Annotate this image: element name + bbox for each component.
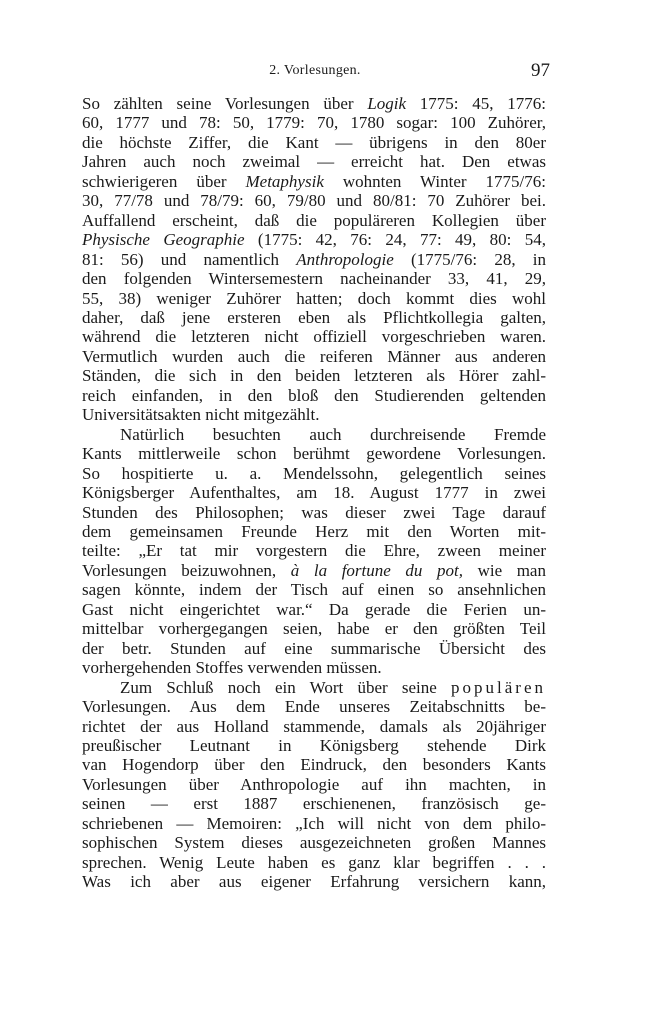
text-segment: schwierigeren über — [82, 171, 246, 191]
text-segment: Jahren auch noch zweimal — erreicht hat. Den etwas — [82, 152, 546, 172]
text-segment: 30, 77/78 und 78/79: 60, 79/80 und 80/81: 70 Zuhörer bei. — [82, 191, 546, 211]
body-text — [82, 94, 546, 892]
text-segment: (1775: 42, 76: 24, 77: 49, 80: 54, — [244, 230, 546, 250]
text-segment: Königsberger Aufenthaltes, am 18. August 1777 in zwei — [82, 483, 546, 503]
text-line — [82, 327, 546, 346]
text-line — [82, 425, 546, 444]
text-segment: sophischen System dieses ausgezeichneten großen Mannes — [82, 833, 546, 853]
text-line — [82, 366, 546, 385]
text-line — [82, 386, 546, 405]
italic-text-segment: Physische Geographie — [82, 230, 245, 250]
text-line — [82, 580, 546, 599]
text-segment: (1775/76: 28, in — [393, 249, 546, 269]
text-segment: Vermutlich wurden auch die reiferen Männer aus anderen — [82, 346, 546, 366]
text-segment: van Hogendorp über den Eindruck, den besonders Kants — [82, 755, 546, 775]
text-segment: daher, daß jene ersteren eben als Pflichtkollegia galten, — [82, 307, 546, 327]
text-segment: Vorlesungen. Aus dem Ende unseres Zeitabschnitts be- — [82, 697, 546, 717]
text-line — [82, 211, 546, 230]
text-line — [82, 269, 546, 288]
text-segment: den folgenden Wintersemestern nacheinander 33, 41, 29, — [82, 269, 546, 289]
text-segment: Auffallend erscheint, daß die populäreren Kollegien über — [82, 210, 546, 230]
text-line — [82, 541, 546, 560]
text-segment: sagen könnte, indem der Tisch auf einen so ansehnlichen — [82, 580, 546, 600]
text-segment: sprechen. Wenig Leute haben es ganz klar begriffen . . . — [82, 852, 546, 872]
text-line — [82, 405, 546, 424]
text-line — [82, 483, 546, 502]
text-segment: die höchste Ziffer, die Kant — übrigens in den 80er — [82, 132, 546, 152]
text-line — [82, 464, 546, 483]
text-line — [82, 658, 546, 677]
text-line — [82, 697, 546, 716]
text-segment: Zum Schluß noch ein Wort über seine — [120, 677, 452, 697]
text-line — [82, 289, 546, 308]
text-line — [82, 794, 546, 813]
text-line — [82, 133, 546, 152]
text-segment: Vorlesungen beizuwohnen, — [82, 560, 291, 580]
italic-text-segment: Metaphysik — [245, 171, 324, 191]
text-segment: 55, 38) weniger Zuhörer hatten; doch kommt dies wohl — [82, 288, 546, 308]
text-segment: mittelbar vorhergegangen seien, habe er den größten Teil — [82, 619, 546, 639]
text-line — [82, 600, 546, 619]
text-segment: Natürlich besuchten auch durchreisende Fremde — [120, 424, 546, 444]
text-segment: reich einfanden, in den bloß den Studierenden geltenden — [82, 385, 546, 405]
text-segment: schriebenen — Memoiren: „Ich will nicht von dem philo- — [82, 813, 546, 833]
text-segment: preußischer Leutnant in Königsberg stehende Dirk — [82, 735, 546, 755]
text-segment: seinen — erst 1887 erschienenen, französisch ge- — [82, 794, 546, 814]
text-line — [82, 775, 546, 794]
italic-text-segment: à la fortune du pot, — [290, 560, 463, 580]
text-segment: Stunden des Philosophen; was dieser zwei Tage darauf — [82, 502, 546, 522]
text-segment: Universitätsakten nicht mitgezählt. — [82, 405, 320, 425]
text-segment: 1775: 45, 1776: — [406, 94, 546, 113]
text-line — [82, 94, 546, 113]
text-line — [82, 444, 546, 463]
text-line — [82, 814, 546, 833]
text-line — [82, 347, 546, 366]
italic-text-segment: Anthropologie — [296, 249, 394, 269]
text-line — [82, 833, 546, 852]
text-segment: Gast nicht eingerichtet war.“ Da gerade die Ferien un- — [82, 599, 546, 619]
text-line — [82, 717, 546, 736]
text-line — [82, 308, 546, 327]
spaced-text-segment: populären — [451, 677, 546, 697]
text-line — [82, 561, 546, 580]
text-segment: teilte: „Er tat mir vorgestern die Ehre, zween meiner — [82, 541, 546, 561]
text-segment: Ständen, die sich in den beiden letzteren als Hörer zahl- — [82, 366, 546, 386]
text-line — [82, 250, 546, 269]
text-line — [82, 678, 546, 697]
running-head — [80, 60, 550, 84]
text-segment: wie man — [462, 560, 546, 580]
text-segment: während die letzteren nicht offiziell vorgeschrieben waren. — [82, 327, 546, 347]
text-segment: So zählten seine Vorlesungen über — [82, 94, 368, 113]
text-line — [82, 872, 546, 891]
text-segment: 81: 56) und namentlich — [82, 249, 297, 269]
text-segment: richtet der aus Holland stammende, damals als 20jähriger — [82, 716, 546, 736]
text-segment: vorhergehenden Stoffes verwenden müssen. — [82, 658, 382, 678]
text-line — [82, 230, 546, 249]
text-line — [82, 639, 546, 658]
text-line — [82, 152, 546, 171]
text-segment: Kants mittlerweile schon berühmt gewordene Vorlesungen. — [82, 444, 546, 464]
text-line — [82, 503, 546, 522]
text-segment: Was ich aber aus eigener Erfahrung versichern kann, — [82, 872, 546, 892]
page-number: 97 — [531, 60, 550, 81]
text-line — [82, 736, 546, 755]
text-line — [82, 619, 546, 638]
text-segment: dem gemeinsamen Freunde Herz mit den Worten mit- — [82, 521, 546, 541]
running-title: 2. Vorlesungen. — [269, 63, 361, 78]
text-segment: 60, 1777 und 78: 50, 1779: 70, 1780 sogar: 100 Zuhörer, — [82, 113, 546, 133]
text-segment: der betr. Stunden auf eine summarische Übersicht des — [82, 638, 546, 658]
text-line — [82, 853, 546, 872]
text-line — [82, 172, 546, 191]
text-line — [82, 191, 546, 210]
text-line — [82, 755, 546, 774]
text-segment: wohnten Winter 1775/76: — [323, 171, 546, 191]
text-line — [82, 522, 546, 541]
text-line — [82, 113, 546, 132]
text-segment: Vorlesungen über Anthropologie auf ihn machten, in — [82, 774, 546, 794]
italic-text-segment: Logik — [367, 94, 407, 113]
text-segment: So hospitierte u. a. Mendelssohn, gelegentlich seines — [82, 463, 546, 483]
